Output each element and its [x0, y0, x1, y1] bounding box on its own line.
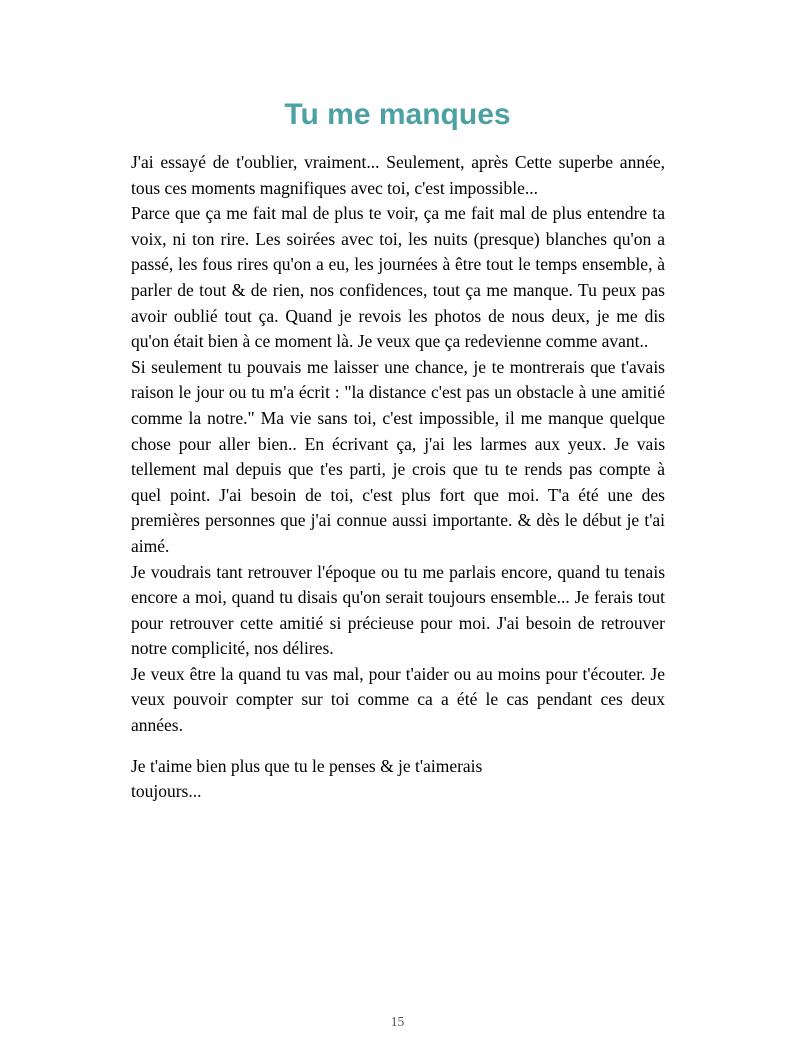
- paragraph-2: Parce que ça me fait mal de plus te voir, ça me fait mal de plus entendre ta voix, ni ton rire. Les soirées avec toi, les nuits (presque) blanches qu'on a passé, les fous rires qu'on a eu, les journées à être tout le temps ensemble, à parler de tout & de rien, nos confidences, tout ça me manque. Tu peux pas avoir oublié tout ça. Quand je revois les photos de nous deux, je me dis qu'on était bien à ce moment là. Je veux que ça redevienne comme avant..: [131, 203, 665, 352]
- letter-body: [131, 150, 665, 805]
- page-title: Tu me manques: [284, 98, 511, 131]
- closing-paragraph: [131, 754, 665, 805]
- paragraph-5: Je veux être la quand tu vas mal, pour t'aider ou au moins pour t'écouter. Je veux pouvoir compter sur toi comme ca a été le cas pendant ces deux années.: [131, 663, 665, 736]
- paragraph-1: J'ai essayé de t'oublier, vraiment... Seulement, après Cette superbe année, tous ces moments magnifiques avec toi, c'est impossible...: [131, 152, 665, 198]
- closing-line-1: Je t'aime bien plus que tu le penses & je t'aimerais: [131, 755, 483, 776]
- paragraph-3: Si seulement tu pouvais me laisser une chance, je te montrerais que t'avais raison le jour ou tu m'a écrit : "la distance c'est pas un obstacle à une amitié comme la notre." Ma vie sans toi, c'est impossible, il me manque quelque chose pour aller bien.. En écrivant ça, j'ai les larmes aux yeux. Je vais tellement mal depuis que t'es parti, je crois que tu te rends pas compte à quel point. J'ai besoin de toi, c'est plus fort que moi. T'a été une des premières personnes que j'ai connue aussi importante. & dès le début je t'ai aimé.: [131, 356, 665, 556]
- closing-line-2: toujours...: [131, 781, 202, 802]
- page-number: 15: [390, 1014, 405, 1029]
- paragraph-4: Je voudrais tant retrouver l'époque ou tu me parlais encore, quand tu tenais encore a moi, quand tu disais qu'on serait toujours ensemble... Je ferais tout pour retrouver cette amitié si précieuse pour moi. J'ai besoin de retrouver notre complicité, nos délires.: [131, 561, 665, 659]
